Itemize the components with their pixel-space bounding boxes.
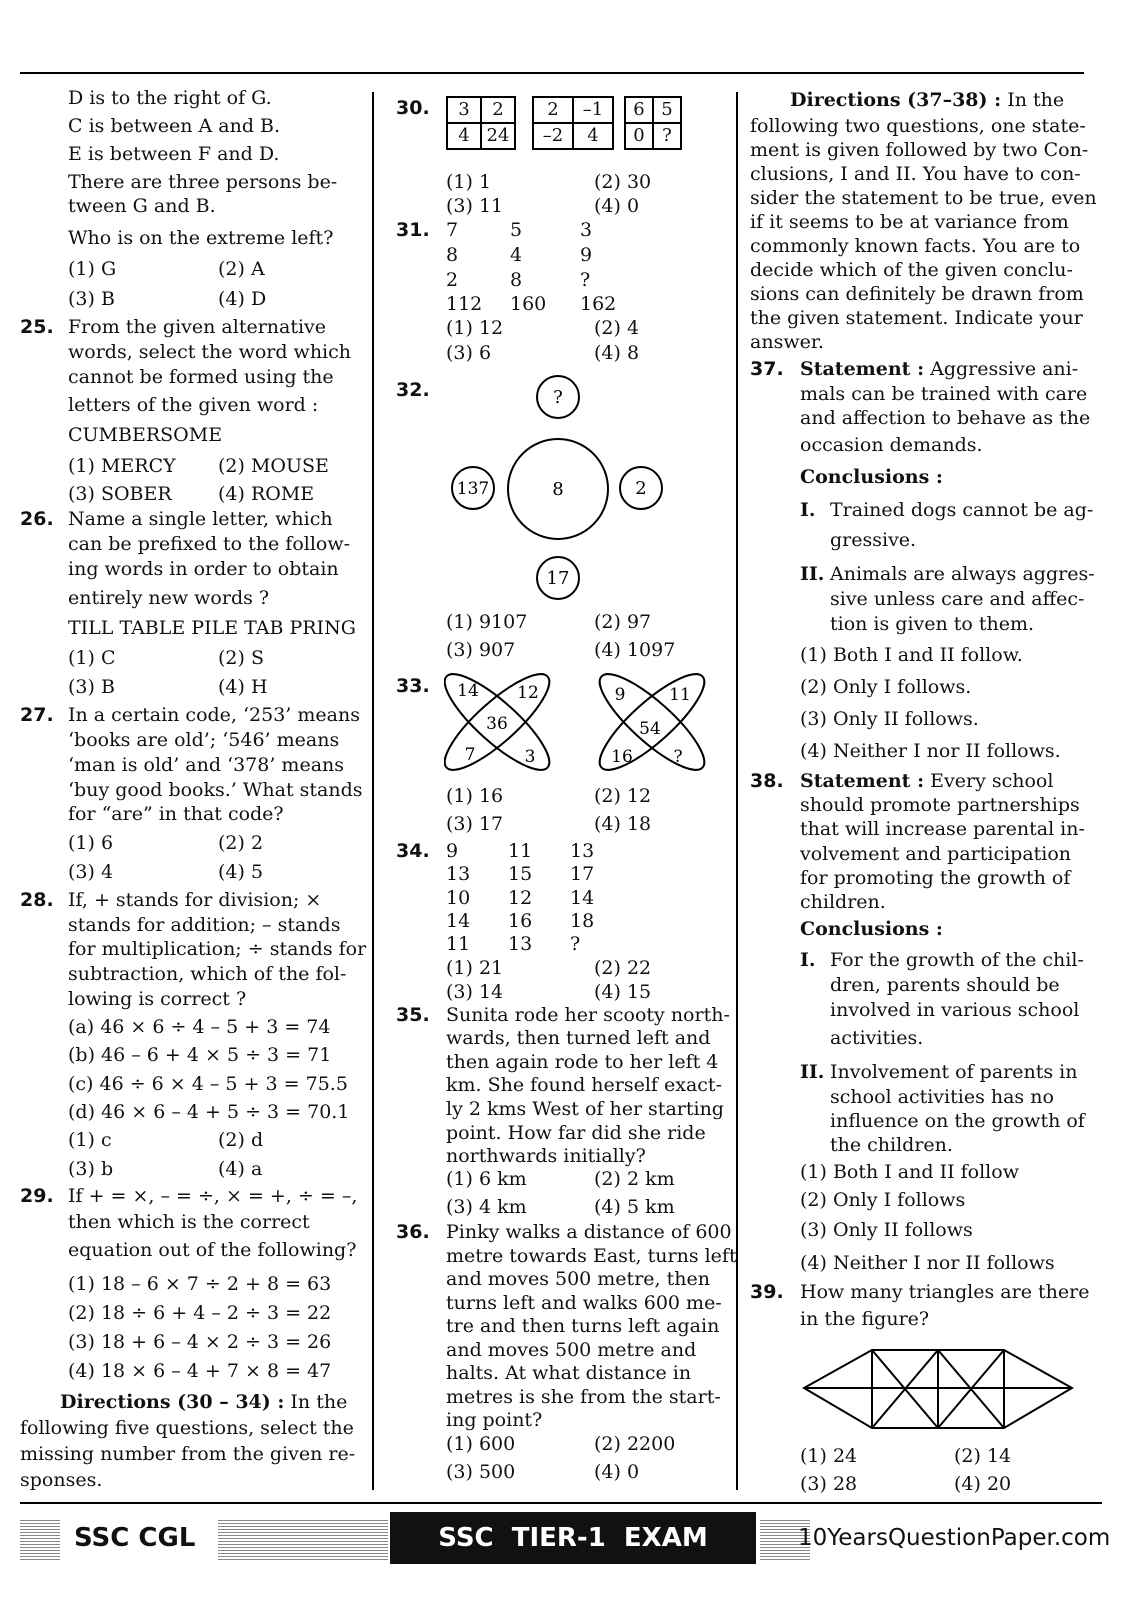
- q28-option[interactable]: (1) c: [68, 1129, 112, 1151]
- q37-option[interactable]: (2) Only I follows.: [800, 676, 972, 698]
- directions-37-38-line: the given statement. Indicate your: [750, 307, 1083, 329]
- q31-cell: 5: [510, 219, 523, 241]
- q36-option[interactable]: (4) 0: [594, 1461, 640, 1483]
- q32-circle-figure: [440, 368, 680, 608]
- directions-37-38-line: ment is given followed by two Con-: [750, 139, 1089, 161]
- q31-cell: 160: [510, 293, 547, 315]
- q30-cell: 4: [447, 123, 481, 149]
- q25-word: CUMBERSOME: [68, 424, 223, 446]
- q28-number: 28.: [20, 889, 54, 911]
- directions-37-38-line: sider the statement to be true, even: [750, 187, 1097, 209]
- directions-37-38-line: if it seems to be at variance from: [750, 211, 1069, 233]
- q39-number: 39.: [750, 1281, 784, 1303]
- q25-line: words, select the word which: [68, 341, 352, 363]
- q30-cell: 24: [481, 123, 515, 149]
- q24-option[interactable]: (1) G: [68, 258, 117, 280]
- q38-conclusion-2-label: II.: [800, 1061, 825, 1083]
- q27-option[interactable]: (3) 4: [68, 861, 114, 883]
- directions-37-38-line: sions can definitely be drawn from: [750, 283, 1084, 305]
- q34-cell: 16: [508, 910, 533, 932]
- q24-text-line: D is to the right of G.: [68, 87, 272, 109]
- q38-statement: [800, 769, 1053, 793]
- q25-number: 25.: [20, 316, 54, 338]
- q30-cell: –1: [573, 97, 613, 123]
- q32-option[interactable]: (3) 907: [446, 639, 516, 661]
- q31-option[interactable]: (4) 8: [594, 342, 640, 364]
- q39-option[interactable]: (2) 14: [954, 1445, 1012, 1467]
- q27-line: ‘man is old’ and ‘378’ means: [68, 754, 345, 776]
- q33a-center: 36: [486, 714, 508, 734]
- q30-cell: ?: [653, 123, 681, 149]
- q26-option[interactable]: (3) B: [68, 676, 115, 698]
- q25-option[interactable]: (4) ROME: [218, 483, 315, 505]
- q33b-tr: 11: [669, 685, 691, 705]
- q30-option[interactable]: (4) 0: [594, 195, 640, 217]
- q38-number: 38.: [750, 770, 784, 792]
- q37-statement-first: Aggressive ani-: [930, 358, 1079, 380]
- q34-cell: 15: [508, 863, 533, 885]
- q32-number: 32.: [396, 379, 430, 401]
- q37-conclusion-2: tion is given to them.: [830, 613, 1035, 635]
- q24-text-line: tween G and B.: [68, 195, 216, 217]
- q39-line: How many triangles are there: [800, 1281, 1090, 1303]
- directions-37-38-first: In the: [1007, 89, 1065, 111]
- q28-equation: (d) 46 × 6 – 4 + 5 ÷ 3 = 70.1: [68, 1101, 350, 1123]
- q35-line: wards, then turned left and: [446, 1027, 711, 1049]
- q30-cell: 4: [573, 123, 613, 149]
- q24-option[interactable]: (4) D: [218, 288, 267, 310]
- footer-stripes-mid: [218, 1518, 388, 1560]
- q32-bottom-value: 17: [546, 568, 570, 589]
- q31-cell: 9: [580, 244, 593, 266]
- q35-option[interactable]: (2) 2 km: [594, 1168, 675, 1190]
- q34-cell: 12: [508, 887, 533, 909]
- q34-cell: 13: [570, 840, 595, 862]
- q34-cell: 11: [508, 840, 533, 862]
- q38-statement-line: should promote partnerships: [800, 794, 1080, 816]
- q27-option[interactable]: (2) 2: [218, 832, 264, 854]
- q39-triangle-figure: [800, 1346, 1076, 1436]
- q34-option[interactable]: (3) 14: [446, 981, 504, 1003]
- q32-top-value: ?: [553, 387, 563, 408]
- q30-cell: 3: [447, 97, 481, 123]
- q36-line: tre and then turns left again: [446, 1315, 720, 1337]
- q28-line: lowing is correct ?: [68, 988, 247, 1010]
- directions-37-38-heading: Directions (37–38) :: [790, 89, 1002, 111]
- q33a-br: 3: [524, 747, 536, 767]
- q37-statement-line: mals can be trained with care: [800, 383, 1088, 405]
- q32-option[interactable]: (2) 97: [594, 611, 652, 633]
- q32-option[interactable]: (1) 9107: [446, 611, 528, 633]
- q37-statement-line: and affection to behave as the: [800, 407, 1091, 429]
- footer-left-title: SSC CGL: [74, 1523, 196, 1553]
- q37-conclusion-1-label: I.: [800, 499, 816, 521]
- q38-statement-line: for promoting the growth of: [800, 867, 1071, 889]
- q30-cell: 2: [481, 97, 515, 123]
- q34-option[interactable]: (1) 21: [446, 957, 504, 979]
- q33-figure-a: [444, 670, 556, 776]
- q31-option[interactable]: (2) 4: [594, 317, 640, 339]
- q33b-tl: 9: [614, 685, 626, 705]
- directions-37-38-line: clusions, I and II. You have to con-: [750, 163, 1081, 185]
- q36-number: 36.: [396, 1221, 430, 1243]
- column-divider-1: [372, 92, 374, 1490]
- q31-option[interactable]: (1) 12: [446, 317, 504, 339]
- q29-option[interactable]: (1) 18 – 6 × 7 ÷ 2 + 8 = 63: [68, 1273, 332, 1295]
- q26-option[interactable]: (1) C: [68, 647, 116, 669]
- q27-line: ‘buy good books.’ What stands: [68, 779, 363, 801]
- q33b-bl: 16: [611, 747, 633, 767]
- q36-option[interactable]: (1) 600: [446, 1433, 516, 1455]
- q36-option[interactable]: (3) 500: [446, 1461, 516, 1483]
- q36-line: and moves 500 metre and: [446, 1339, 697, 1361]
- q25-option[interactable]: (1) MERCY: [68, 455, 176, 477]
- q38-conclusion-2: influence on the growth of: [830, 1110, 1085, 1132]
- q30-cell: –2: [533, 123, 573, 149]
- q37-conclusions-heading: Conclusions :: [800, 466, 943, 488]
- q39-line: in the figure?: [800, 1308, 930, 1330]
- directions-37-38-line: commonly known facts. You are to: [750, 235, 1081, 257]
- q25-option[interactable]: (2) MOUSE: [218, 455, 329, 477]
- q26-words: TILL TABLE PILE TAB PRING: [68, 617, 356, 639]
- q33a-tl: 14: [457, 681, 479, 701]
- q24-text-line: C is between A and B.: [68, 115, 281, 137]
- directions-37-38-line: following two questions, one state-: [750, 115, 1086, 137]
- q38-conclusion-1: For the growth of the chil-: [830, 949, 1084, 971]
- q26-number: 26.: [20, 508, 54, 530]
- directions-30-34-line: following five questions, select the: [20, 1417, 354, 1439]
- q38-conclusion-2: the children.: [830, 1134, 953, 1156]
- q30-box: [532, 96, 614, 150]
- footer: [20, 1510, 1111, 1570]
- q28-equation: (b) 46 – 6 + 4 × 5 ÷ 3 = 71: [68, 1044, 332, 1066]
- footer-center-title: SSC TIER-1 EXAM: [438, 1523, 708, 1553]
- q38-statement-line: children.: [800, 891, 886, 913]
- footer-website[interactable]: 10YearsQuestionPaper.com: [798, 1525, 1111, 1551]
- q28-line: subtraction, which of the fol-: [68, 963, 347, 985]
- q28-line: stands for addition; – stands: [68, 914, 341, 936]
- q31-cell: 8: [510, 269, 523, 291]
- q35-line: then again rode to her left 4: [446, 1051, 719, 1073]
- q36-line: Pinky walks a distance of 600: [446, 1221, 732, 1243]
- q26-option[interactable]: (4) H: [218, 676, 268, 698]
- q39-option[interactable]: (4) 20: [954, 1473, 1012, 1495]
- q30-cell: 5: [653, 97, 681, 123]
- footer-stripes-left: [20, 1518, 60, 1560]
- q28-line: If, + stands for division; ×: [68, 889, 322, 911]
- q33b-br: ?: [673, 747, 683, 767]
- directions-37-38-line: decide which of the given conclu-: [750, 259, 1073, 281]
- q38-statement-line: volvement and participation: [800, 843, 1072, 865]
- q29-line: equation out of the following?: [68, 1239, 357, 1261]
- q26-option[interactable]: (2) S: [218, 647, 264, 669]
- q30-number: 30.: [396, 97, 430, 119]
- q38-conclusions-heading: Conclusions :: [800, 918, 943, 940]
- q32-center-value: 8: [552, 479, 564, 500]
- q38-conclusion-1-label: I.: [800, 949, 816, 971]
- q27-line: ‘books are old’; ‘546’ means: [68, 729, 340, 751]
- q26-line: ing words in order to obtain: [68, 558, 339, 580]
- q27-option[interactable]: (4) 5: [218, 861, 264, 883]
- q37-statement-label: Statement :: [800, 358, 925, 380]
- q33-option[interactable]: (2) 12: [594, 785, 652, 807]
- q38-conclusion-2: Involvement of parents in: [830, 1061, 1078, 1083]
- q25-option[interactable]: (3) SOBER: [68, 483, 172, 505]
- q26-line: Name a single letter, which: [68, 508, 333, 530]
- directions-30-34-line: sponses.: [20, 1469, 103, 1491]
- q31-cell: 7: [446, 219, 459, 241]
- q25-line: From the given alternative: [68, 316, 327, 338]
- q37-conclusion-2-label: II.: [800, 563, 825, 585]
- q38-statement-first: Every school: [930, 770, 1054, 792]
- q29-line: then which is the correct: [68, 1211, 310, 1233]
- q30-cell: 0: [625, 123, 653, 149]
- q31-cell: 8: [446, 244, 459, 266]
- q34-option[interactable]: (2) 22: [594, 957, 652, 979]
- q26-line: can be prefixed to the follow-: [68, 533, 351, 555]
- q32-left-value: 137: [456, 479, 490, 499]
- q37-statement: [800, 357, 1078, 381]
- q27-option[interactable]: (1) 6: [68, 832, 114, 854]
- q31-cell: 3: [580, 219, 593, 241]
- q34-cell: 18: [570, 910, 595, 932]
- q30-option[interactable]: (2) 30: [594, 171, 652, 193]
- q37-conclusion-1: gressive.: [830, 529, 917, 551]
- q31-cell: 4: [510, 244, 523, 266]
- q31-cell: 162: [580, 293, 617, 315]
- q30-box: [624, 96, 682, 150]
- q36-line: metre towards East, turns left: [446, 1245, 737, 1267]
- q30-option[interactable]: (1) 1: [446, 171, 492, 193]
- footer-rule: [20, 1502, 1102, 1504]
- q27-line: for “are” in that code?: [68, 803, 284, 825]
- q29-option[interactable]: (3) 18 + 6 – 4 × 2 ÷ 3 = 26: [68, 1331, 332, 1353]
- directions-37-38: [790, 88, 1064, 112]
- q35-option[interactable]: (4) 5 km: [594, 1196, 675, 1218]
- q24-text-line: There are three persons be-: [68, 171, 338, 193]
- q31-cell: 2: [446, 269, 459, 291]
- q25-line: cannot be formed using the: [68, 366, 334, 388]
- q36-line: metres is she from the start-: [446, 1386, 721, 1408]
- q28-option[interactable]: (4) a: [218, 1158, 263, 1180]
- q25-line: letters of the given word :: [68, 394, 319, 416]
- q38-conclusion-2: school activities has no: [830, 1086, 1054, 1108]
- q35-line: ly 2 kms West of her starting: [446, 1098, 724, 1120]
- q37-number: 37.: [750, 358, 784, 380]
- q35-number: 35.: [396, 1004, 430, 1026]
- q34-option[interactable]: (4) 15: [594, 981, 652, 1003]
- q34-cell: 13: [446, 863, 471, 885]
- q30-cell: 2: [533, 97, 573, 123]
- q35-line: km. She found herself exact-: [446, 1074, 722, 1096]
- q29-number: 29.: [20, 1185, 54, 1207]
- q27-number: 27.: [20, 704, 54, 726]
- q33b-center: 54: [639, 719, 661, 739]
- q29-line: If + = ×, – = ÷, × = +, ÷ = –,: [68, 1185, 358, 1207]
- q34-cell: 13: [508, 933, 533, 955]
- directions-30-34-heading: Directions (30 – 34) :: [60, 1391, 285, 1413]
- q36-line: ing point?: [446, 1409, 543, 1431]
- q34-cell: 14: [570, 887, 595, 909]
- q28-option[interactable]: (2) d: [218, 1129, 264, 1151]
- q28-equation: (a) 46 × 6 ÷ 4 – 5 + 3 = 74: [68, 1016, 331, 1038]
- q29-option[interactable]: (2) 18 ÷ 6 + 4 – 2 ÷ 3 = 22: [68, 1302, 332, 1324]
- q38-conclusion-1: activities.: [830, 1027, 924, 1049]
- q37-statement-line: occasion demands.: [800, 434, 983, 456]
- q31-cell: 112: [446, 293, 483, 315]
- q34-cell: 14: [446, 910, 471, 932]
- q38-conclusion-1: involved in various school: [830, 999, 1080, 1021]
- q36-line: and moves 500 metre, then: [446, 1268, 710, 1290]
- q38-option[interactable]: (4) Neither I nor II follows: [800, 1252, 1055, 1274]
- q36-line: halts. At what distance in: [446, 1362, 692, 1384]
- q32-right-value: 2: [635, 478, 647, 499]
- q38-option[interactable]: (2) Only I follows: [800, 1189, 966, 1211]
- q31-cell: ?: [580, 269, 591, 291]
- directions-37-38-line: answer.: [750, 331, 824, 353]
- q37-option[interactable]: (3) Only II follows.: [800, 708, 979, 730]
- q33-option[interactable]: (1) 16: [446, 785, 504, 807]
- top-rule: [20, 72, 1084, 74]
- q39-option[interactable]: (3) 28: [800, 1473, 858, 1495]
- q34-number: 34.: [396, 840, 430, 862]
- q24-option[interactable]: (2) A: [218, 258, 265, 280]
- directions-30-34-line: missing number from the given re-: [20, 1443, 356, 1465]
- q34-cell: 17: [570, 863, 595, 885]
- q24-option[interactable]: (3) B: [68, 288, 115, 310]
- q35-line: point. How far did she ride: [446, 1122, 706, 1144]
- q33a-tr: 12: [517, 683, 539, 703]
- q35-line: Sunita rode her scooty north-: [446, 1004, 730, 1026]
- q37-option[interactable]: (1) Both I and II follow.: [800, 644, 1023, 666]
- q34-cell: 11: [446, 933, 471, 955]
- q33-number: 33.: [396, 675, 430, 697]
- q33-figure-b: [598, 670, 710, 776]
- q31-number: 31.: [396, 219, 430, 241]
- q30-box: [446, 96, 516, 150]
- q34-cell: 9: [446, 840, 459, 862]
- q38-option[interactable]: (1) Both I and II follow: [800, 1161, 1019, 1183]
- q34-cell: 10: [446, 887, 471, 909]
- column-divider-2: [736, 92, 738, 1490]
- q27-line: In a certain code, ‘253’ means: [68, 704, 360, 726]
- q39-option[interactable]: (1) 24: [800, 1445, 858, 1467]
- q37-option[interactable]: (4) Neither I nor II follows.: [800, 740, 1061, 762]
- q33-option[interactable]: (4) 18: [594, 813, 652, 835]
- q38-statement-label: Statement :: [800, 770, 925, 792]
- q35-line: northwards initially?: [446, 1145, 646, 1167]
- q24-text-line: E is between F and D.: [68, 143, 280, 165]
- q24-question: Who is on the extreme left?: [68, 227, 334, 249]
- q30-option[interactable]: (3) 11: [446, 195, 504, 217]
- q37-conclusion-2: Animals are always aggres-: [830, 563, 1095, 585]
- q28-line: for multiplication; ÷ stands for: [68, 938, 367, 960]
- q37-conclusion-1: Trained dogs cannot be ag-: [830, 499, 1094, 521]
- q32-option[interactable]: (4) 1097: [594, 639, 676, 661]
- q26-line: entirely new words ?: [68, 587, 270, 609]
- q28-equation: (c) 46 ÷ 6 × 4 – 5 + 3 = 75.5: [68, 1073, 348, 1095]
- q38-statement-line: that will increase parental in-: [800, 818, 1085, 840]
- q38-option[interactable]: (3) Only II follows: [800, 1219, 973, 1241]
- q31-option[interactable]: (3) 6: [446, 342, 492, 364]
- q37-conclusion-2: sive unless care and affec-: [830, 588, 1085, 610]
- directions-30-34: [60, 1390, 347, 1414]
- q29-option[interactable]: (4) 18 × 6 – 4 + 7 × 8 = 47: [68, 1360, 332, 1382]
- q38-conclusion-1: dren, parents should be: [830, 974, 1060, 996]
- q33-option[interactable]: (3) 17: [446, 813, 504, 835]
- q36-line: turns left and walks 600 me-: [446, 1292, 722, 1314]
- q30-cell: 6: [625, 97, 653, 123]
- q35-option[interactable]: (3) 4 km: [446, 1196, 527, 1218]
- q35-option[interactable]: (1) 6 km: [446, 1168, 527, 1190]
- q34-cell: ?: [570, 933, 581, 955]
- directions-30-34-first: In the: [290, 1391, 348, 1413]
- q33a-bl: 7: [464, 745, 476, 765]
- q36-option[interactable]: (2) 2200: [594, 1433, 676, 1455]
- q28-option[interactable]: (3) b: [68, 1158, 114, 1180]
